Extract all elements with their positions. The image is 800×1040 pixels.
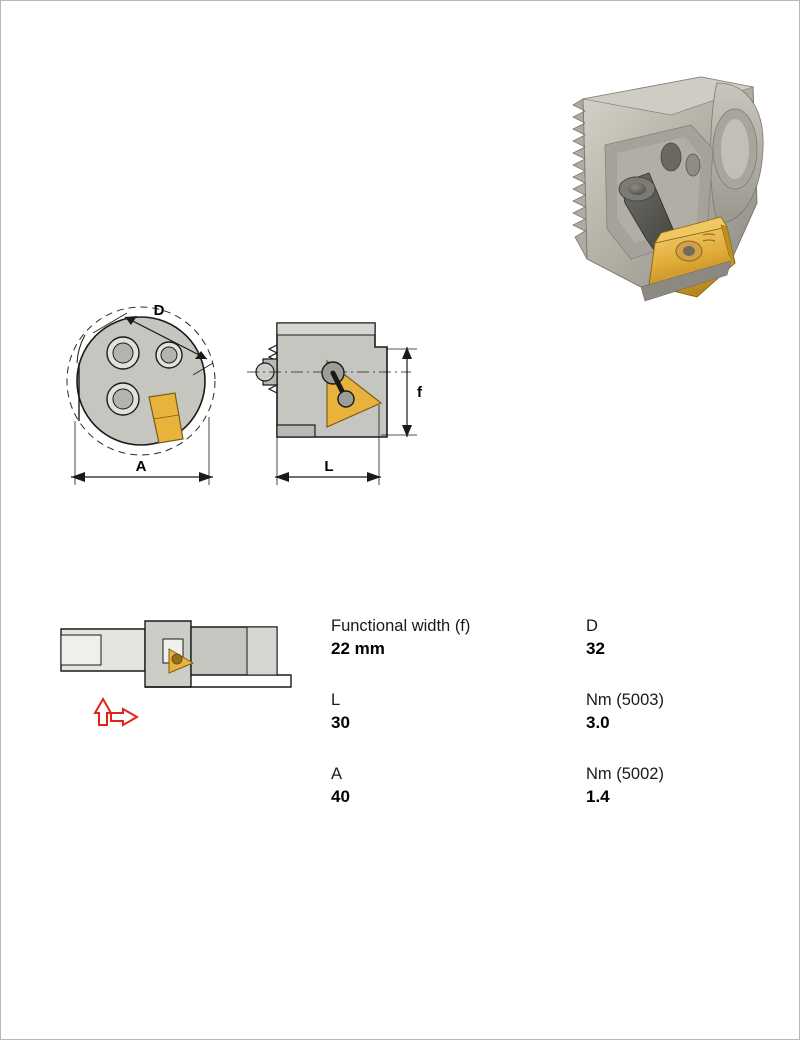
side-view-drawing (241, 301, 441, 511)
spec-cell-nm-5003 (586, 690, 761, 734)
tool-holder-3d-render (521, 53, 786, 318)
spec-row-3 (331, 764, 761, 808)
front-view-drawing (41, 271, 271, 511)
spec-cell-functional-width (331, 616, 586, 660)
spec-label-nm-5003: Nm (5003) (586, 691, 664, 709)
dimension-label-D: D (153, 302, 165, 319)
spec-cell-nm-5002 (586, 764, 761, 808)
spec-label-nm-5002: Nm (5002) (586, 765, 664, 783)
spec-label-l: L (331, 691, 341, 709)
spec-label-a: A (331, 765, 343, 783)
spec-value-a: 40 (331, 787, 350, 806)
spec-cell-d (586, 616, 761, 660)
feed-direction-arrow-up (95, 699, 111, 725)
spec-row-2 (331, 690, 761, 734)
spec-row-1 (331, 616, 761, 660)
spec-value-nm-5002: 1.4 (586, 787, 610, 806)
spec-value-functional-width: 22 mm (331, 639, 385, 658)
spec-label-functional-width: Functional width (f) (331, 617, 471, 635)
spec-cell-l (331, 690, 586, 734)
spec-value-d: 32 (586, 639, 605, 658)
feed-direction-arrow-right (111, 709, 137, 725)
dimension-label-f: f (417, 384, 422, 401)
dimension-label-A: A (135, 458, 147, 475)
spec-cell-a (331, 764, 586, 808)
spec-label-d: D (586, 617, 598, 635)
spec-value-nm-5003: 3.0 (586, 713, 610, 732)
specification-table (331, 616, 761, 838)
application-drawing (41, 601, 311, 741)
dimension-label-L: L (324, 458, 334, 475)
spec-value-l: 30 (331, 713, 350, 732)
